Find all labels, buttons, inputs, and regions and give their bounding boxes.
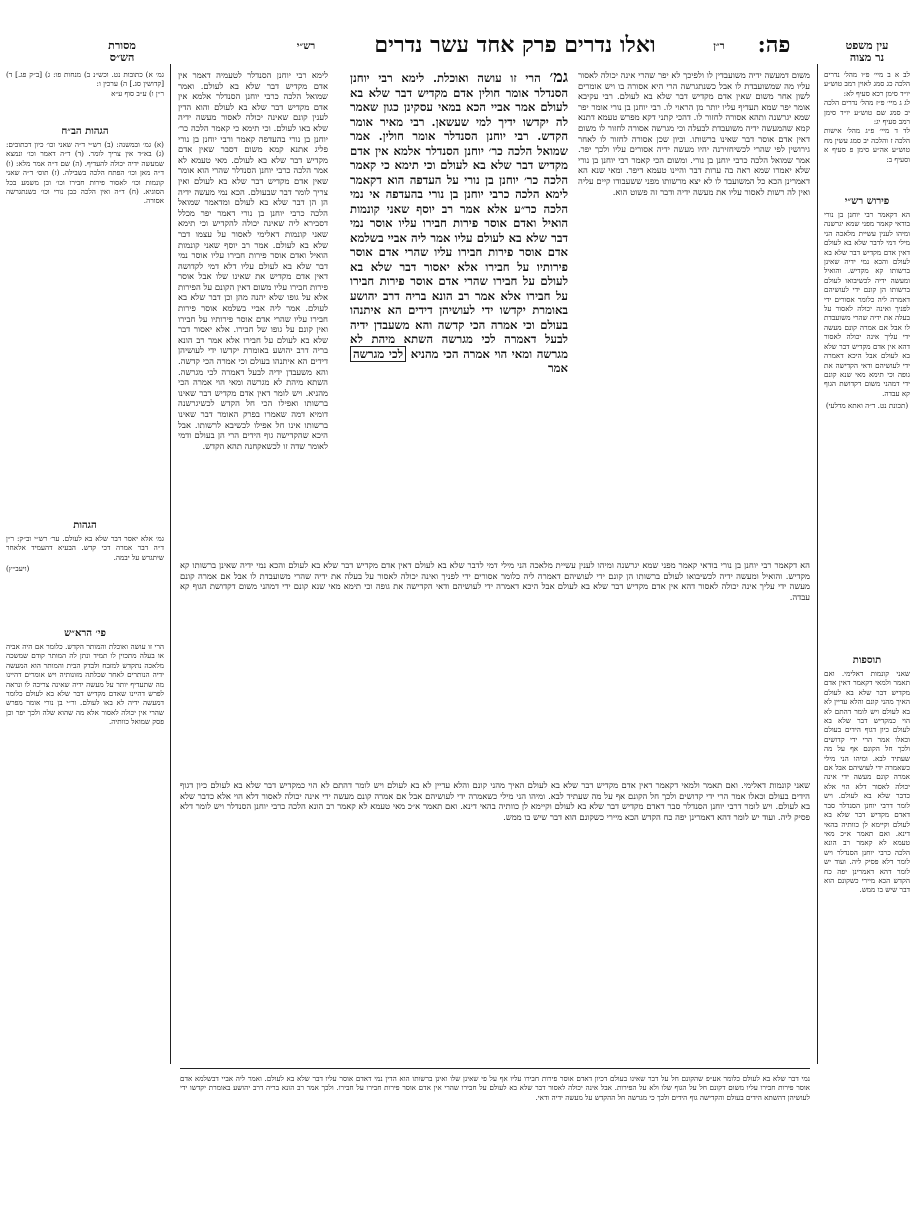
hagahot-bach-heading: הגהות הב״ח [61,126,109,137]
hagahot-bach-box [6,126,164,206]
hagahot-box [6,520,164,574]
lower-commentary-continued: שאני קונמות דאלימי. ואם תאמר ולמאי דקאמר דאין אדם מקדיש דבר שלא בא לעולם האיך מהני קונם והלא עדיין לא בא לעולם ויש לומר דהתם לא הוי כמקדיש דבר שלא בא לעולם כיון דגוף הידים בעולם וכאלו אמר הרי ידי קדושים ולכך חל הקונם אף על מה שעתיד לבא. ומיהו הני מילי כשאמרה ידי לעושיהם אבל אם אמרה קונם מעשה ידי אינה יכולה לאסור דלא הוי אלא כדבר שלא בא לעולם. ויש לומר דרבי יוחנן הסנדלר סבר דאדם מקדיש דבר שלא בא לעולם וקיימא לן כוותיה בהאי דינא. ואם תאמר א״כ מאי טעמא לא קאמר רב הונא הלכה כרבי יוחנן הסנדלר ויש לומר דלא פסיק ליה. ועוד יש לומר דהא דאמרינן יפה כח הקדש הכא מיירי כשקונם הוא דבר שיש בו ממש. [180,780,810,822]
ran-commentary: משום דמעשה ידיה משועבדין לו ולפיכך לא יפר שהרי אינה יכולה לאסור עליו מה שמשועבדת לו אבל כשנתגרשה הרי היא אסורה בו ויש אומרים לשון אחר משום שאין אדם מקדיש דבר שלא בא לעולם. רבי עקיבא אומר יפר שמא תעדיף עליו יותר מן הראוי לו. רבי יוחנן בן נורי אומר יפר שמא יגרשנה ותהא אסורה לחזור לו. דהכי קתני דקא מפרש טעמא דתנא קמא שהמעשה ידיה משועבדת לבעלה וכי מגרשה אסורה לחזור לו משום דאין אדם אוסר דבר שאינו ברשותו. וכיון שכן אסורה לחזור לו לאחר גירושין לפי שהרי לכשיחזירנה יהיו מעשה ידיה אסורים עליו ולכך יפר. אמר שמואל הלכה כרבי יוחנן בן נורי. ומשום הכי קאמר רבי יוחנן בן נורי שלא יאמרו שמא ראה בה ערות דבר והיינו טעמא דיפר. ומאי שנא הא דאמרינן הכא כל המשועבד לו לא יצא מרשותו מפני ששעבודו קיים עליה ואין לה רשות לאסור עליו את מעשה ידיה ודבר זה פשוט הוא. [578,70,810,197]
rashi-gloss-footer: (תכונת נט. ד״ה ואתא מדלעי) [825,401,909,411]
tosafot-heading: תוספות [852,655,882,666]
masoret-entry: גמ׳ א) כתובות נט. וכש״נ ב) מנחות פו: ג) [ב״ק פג.] ד) [קדושין סג.] ה) ערכין ו: [6,70,164,89]
gemara-text [350,67,568,376]
bottom-rule [180,1068,810,1069]
tosafot-box [824,655,910,895]
left-column-label: מסורת הש״ס [108,39,136,64]
ein-mishpat-column [824,70,910,164]
masoret-column [6,70,164,98]
gemara-highlighted-phrase: לכי מגרשה [350,346,406,362]
ein-mishpat-entry: לב א ב מיי׳ פ״ו מהל׳ נדרים הלכה כג סמג לאוין רמב טוש״ע יו״ד סימן רכא סעיף לא: [824,70,910,98]
gilyon-note: (ויעב״ץ) [6,564,30,574]
lower-commentary: הא דקאמר רבי יוחנן בן נורי בודאי קאמר מפני שמא יגרשנה ומיהו לענין עשיית מלאכה הני מילי דמי לדבר שלא בא לעולם דאין אדם מקדיש דבר שלא בא לעולם והכא נמי ידיה שאינן ברשותו קא מקדיש. והואיל ומעשה ידיה לכשיבואו לעולם ברשותו הן קונם ידי לעושיהם דאמרה ליה כלומר אסורים ידי לפניך ואינה יכולה לאסור על בעלה את ידיה שהרי משועבדת לו אבל אם אמרה קונם מעשה ידי עליך אינה יכולה לאסור דהא אין אדם מקדיש דבר שלא בא לעולם אבל היכא דאמרה ידי לעושיהם ודאי הקדישה את גופה וכי תימא מאי שנא קונם ידי דמהני משום דקדושת הגוף קא עבדה. [180,560,810,602]
rashi-gloss-text: הא דקאמר רבי יוחנן בן נורי בודאי קאמר מפני שמא יגרשנה ומיהו לענין עשיית מלאכה הני מילי דמי לדבר שלא בא לעולם דאין אדם מקדיש דבר שלא בא לעולם והכא נמי ידיה שאינן ברשותו קא מקדיש. והואיל ומעשה ידיה לכשיבואו לעולם ברשותו הן קונם ידי לעושיהם דאמרה ליה כלומר אסורים ידי לפניך ואינה יכולה לאסור על בעלה את ידיה שהרי משועבדת לו אבל אם אמרה קונם מעשה ידי עליך אינה יכולה לאסור דהא אין אדם מקדיש דבר שלא בא לעולם אבל היכא דאמרה ידי לעושיהם ודאי הקדישה את גופה וכי תימא מאי שנא קונם ידי דמהני משום דקדושת הגוף קא עבדה. [824,210,910,398]
masoret-entry: ר״ן ו) ע״ב סוף ע״א [111,88,164,98]
rosh-heading: פי׳ הרא״ש [64,628,106,639]
ein-mishpat-entry: לג ג מיי׳ פ״ז מהל׳ נדרים הלכה יב סמג שם טוש״ע יו״ד סימן רמב סעיף יג: [824,98,910,127]
bottom-notes: נמי דבר שלא בא לעולם כלומר אע״פ שהקונם חל על דבר שאינו בעולם דכיון דאדם אוסר פירות חבירו עליו אף על פי שאינן שלו ואינן ברשותו הוא הדין נמי דאדם אוסר עליו דבר שלא בא לעולם. ואמר ליה אביי דבשלמא אדם אוסר פירות חבירו עליו משום דקונם חל על הגוף שלו ולא על הפירות. אבל אינה יכולה לאסור דבר שלא בא לעולם על חבירו שהרי אין אדם אוסר פירות חבירו על חבירו. ולכך אמר רב הונא בריה דרב יהושע באומרת יקדשו ידי לעושיהן דהשתא הידים בעולם והקדישה גוף הידים ולכך כי מגרשה חל ההקדש על מעשה ידיה ודאי. [180,1074,810,1102]
chapter-title: ואלו נדרים פרק אחד עשר נדרים [374,32,656,58]
gemara-body: הרי זו עושה ואוכלת. לימא רבי יוחנן הסנדלר אומר חולין אדם מקדיש דבר שלא בא לעולם אמר אביי הכא במאי עסקינן כגון שאמר לה יקדשו ידיך למי שעשאן. רבי מאיר אומר הקדש. רבי יוחנן הסנדלר אומר חולין. אמר שמואל הלכה כר׳ יוחנן הסנדלר אלמא אין אדם מקדיש דבר שלא בא לעולם וכי תימא כי קאמר הלכה כר׳ יוחנן בן נורי על העדפה הוא דקאמר לימא הלכה כרבי יוחנן בן נורי בהעדפה אי נמי הלכה כר״ע אלא אמר רב יוסף שאני קונמות הואיל ואדם אוסר פירות חבירו עליו אוסר נמי דבר שלא בא לעולם עליו אמר ליה אביי בשלמא אדם אוסר פירות חבירו עליו שהרי אדם אוסר פירותיו על חבירו אלא יאסור דבר שלא בא לעולם על חבירו שהרי אדם אוסר פירות חבירו על חבירו אלא אמר רב הונא בריה דרב יהושע באומרת יקדשו ידי לעושיהן דידים הא איתנהו בעולם וכי אמרה הכי קדשה והא משעבדן ידיה לבעל דאמרה לכי מגרשה השתא מיהת לא מגרשה ומאי הוי אמרה הכי מהניא [350,71,568,361]
ran-header-label: ר״ן [713,41,725,52]
rosh-box [6,628,164,727]
gemara-tail: אמר [547,361,568,375]
hagahot-text: גמ׳ אלא יאסר דבר שלא בא לעולם. ער׳ רש״י וב״ק: ר״ן ד״ה דבר אמרה דכי קדש. הבעיא דהעמיד אלאחר שיתגרש על יבמה. [6,534,164,562]
rashi-header-label: רש״י [296,41,316,52]
rashi-commentary: לימא רבי יוחנן הסנדלר לטעמיה דאמר אין אדם מקדיש דבר שלא בא לעולם. ואמר שמואל הלכה כרבי יוחנן הסנדלר אלמא אין אדם מקדיש דבר שלא בא לעולם והוא הדין לענין קונם שאינה יכולה לאסור מעשה ידיה שלא באו לעולם. וכי תימא כי קאמר הלכה כר׳ יוחנן בן נורי בהעדפה קאמר ורבי יוחנן בן נורי פליג אתנא קמא משום דסבר שאין אדם מקדיש דבר שלא בא לעולם. מאי טעמא לא אמר הלכה כרבי יוחנן הסנדלר שהרי הוא אומר שאין אדם מקדיש דבר שלא בא לעולם ואין צריך לומר דבר שבעולם. הכא נמי מעשה ידיה הן הן דבר שלא בא לעולם ומדאמר שמואל הלכה כרבי יוחנן בן נורי דאמר יפר מכלל דסבירא ליה שאינה יכולה להקדיש וכי תימא שאני קונמות דאלימי לאסור על עצמו דבר שלא בא לעולם. אמר רב יוסף שאני קונמות הואיל ואדם אוסר פירות חבירו עליו אוסר נמי דבר שלא בא לעולם עליו דלא דמי לקדושה דאין אדם מקדיש את שאינו שלו אבל אוסר פירות חבירו עליו משום דאין הקונם על הפירות אלא על גופו שלא יהנה מהן וכן דבר שלא בא לעולם. אמר ליה אביי בשלמא אוסר פירות חבירו עליו שהרי אדם אוסר פירותיו על חבירו ואין קונם על גופו של חבירו. אלא יאסור דבר שלא בא לעולם על חבירו אלא אמר רב הונא בריה דרב יהושע באומרת יקדשו ידי לעושיהן דידים הא איתנהו בעולם וכי אמרה הכי קדשה. והא משעבדן ידיה לבעל דאמרה לכי מגרשה. השתא מיהת לא מגרשה ומאי הוי אמרה הכי מהניא. ויש לומר דאין אדם מקדיש דבר שאינו ברשותו ואפילו הכי חל הקדש לכשיגרשנה דומיא דמה שאמרו בפרק האומר דבר שאינו ברשותו אינו חל אפילו לכשיבא לרשותו. אבל היכא שהקדישה גוף הידים הרי הן בעולם ודמי לאומר שדה זו לכשאקחנה תהא הקדש. [178,70,328,451]
right-column-label: עין משפט נר מצוה [845,39,889,64]
hagahot-heading: הגהות [73,520,97,531]
rashi-gloss-box [824,196,910,411]
gemara-lead-word: גמ׳ [549,67,568,86]
folio-number: פה: [757,32,791,58]
ein-mishpat-entry: לד ד מיי׳ פ״ג מהל׳ אישות הלכה ז והלכה יב סמג עשין מח טוש״ע אה״ע סימן פ סעיף א וסעיף ב: [824,126,910,164]
right-margin-rule [817,64,818,1064]
tosafot-text: שאני קונמות דאלימי. ואם תאמר ולמאי דקאמר דאין אדם מקדיש דבר שלא בא לעולם האיך מהני קונם והלא עדיין לא בא לעולם ויש לומר דהתם לא הוי כמקדיש דבר שלא בא לעולם כיון דגוף הידים בעולם וכאלו אמר הרי ידי קדושים ולכך חל הקונם אף על מה שעתיד לבא. ומיהו הני מילי כשאמרה ידי לעושיהם אבל אם אמרה קונם מעשה ידי אינה יכולה לאסור דלא הוי אלא כדבר שלא בא לעולם. ויש לומר דרבי יוחנן הסנדלר סבר דאדם מקדיש דבר שלא בא לעולם וקיימא לן כוותיה בהאי דינא. ואם תאמר א״כ מאי טעמא לא קאמר רב הונא הלכה כרבי יוחנן הסנדלר ויש לומר דלא פסיק ליה. ועוד יש לומר דהא דאמרינן יפה כח הקדש הכא מיירי כשקונם הוא דבר שיש בו ממש. [823,669,910,895]
hagahot-bach-text: (א) גמ׳ ובמשנה: (ב) רש״י ד״ה שאני וכו׳ כיון דכתובים: (ג) בא״ד אין צריך לומר. (ד) ד״ה דאמר וכו׳ ונמצא שמעשה ידיה יכולה להעדיף. (ה) שם ד״ה אמר מלא: (ו) ד״ה מאן וכו׳ הפתח הלכה בשבילה. (ז) תוס׳ ד״ה שאני קונמות וכו׳ לאסור פירות חבירו וכו׳ וכן משמע בכל הסוגיא. (ח) ד״ה ואין הלכה כבן נורי וכו׳ כשנתגרשה אסורה. [6,140,164,206]
rashi-gloss-heading: פירוש רש״י [844,196,890,207]
rosh-text: הרי זו עושה ואוכלת והמותר הקדש. כלומר אם היה אביה או בעלה מתכוין לו תמיד ונתן לה המותר קודם שמשכה מלאכה נתקדש למזבח ולבדק הבית והמותר הוא המעשה ידיה הנותרים לאחר שכלתה מזונותיה ויש אומרים דהיינו מה שתעדיף יותר על מעשה ידיה שאינה צריכה לו ונראה לפרש דהיינו שאדם מקדיש דבר שלא בא לעולם כלומר דמעשה ידיה לא באו לעולם. ור״י בן נורי אומר מפרש שהרי אין יכולה לאסור אלא מה שהוא שלה ולכך יפר וכן פסק שמואל כוותיה. [6,642,164,727]
left-margin-rule [170,64,171,1064]
